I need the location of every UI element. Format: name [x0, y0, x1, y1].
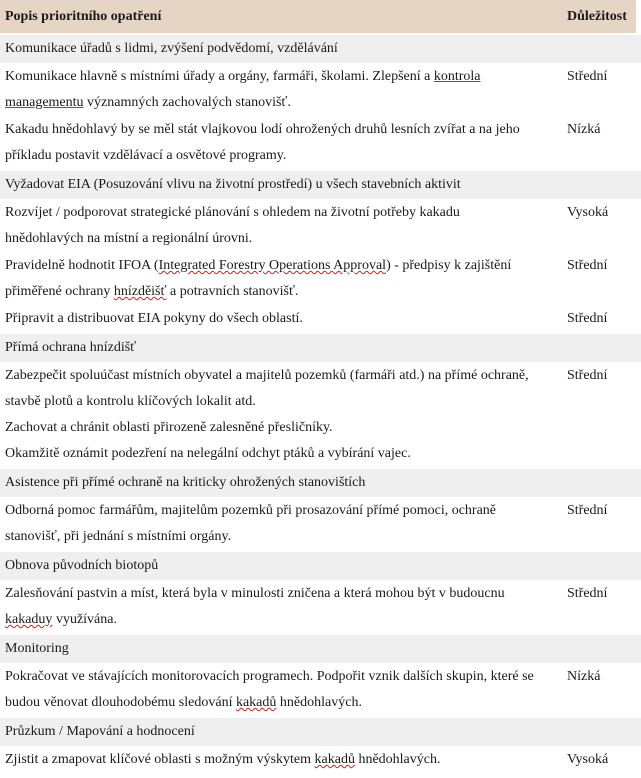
spellcheck-flagged-text: Integrated Forestry Operations Approval: [158, 258, 387, 273]
text-line: Zabezpečit spoluúčast místních obyvatel a majitelů pozemků (farmáři atd.) na přímé ochraně,: [5, 368, 529, 383]
importance-cell: Střední: [567, 586, 608, 601]
category-row: Komunikace úřadů s lidmi, zvýšení podvědomí, vzdělávání: [0, 35, 641, 63]
table-row: [0, 663, 641, 716]
importance-cell: Nízká: [567, 669, 601, 684]
importance-cell: Střední: [567, 503, 608, 518]
description-cell: [0, 581, 567, 633]
table-row: [0, 497, 641, 550]
table-row: [0, 580, 641, 633]
text-line: Pokračovat ve stávajících monitorovacích programech. Podpořit vznik dalších skupin, které se: [5, 669, 534, 684]
description-cell: [0, 747, 567, 773]
text-line: Rozvíjet / podporovat strategické plánování s ohledem na životní potřeby kakadu: [5, 205, 460, 220]
text-line: stavbě plotů a kontrolu klíčových lokalit atd.: [5, 394, 256, 409]
table-row: [0, 746, 641, 773]
importance-cell: Střední: [567, 258, 608, 273]
category-row: Monitoring: [0, 635, 641, 663]
spellcheck-flagged-text: hnízděišť: [113, 284, 167, 299]
table-header: [0, 0, 636, 33]
table-row: [0, 63, 641, 116]
importance-cell: Střední: [567, 311, 608, 326]
text-line: [5, 690, 567, 716]
text-line: [5, 279, 567, 305]
text-line: Připravit a distribuovat EIA pokyny do všech oblastí.: [5, 311, 303, 326]
spellcheck-flagged-text: kakadů: [314, 752, 355, 767]
description-cell: [0, 117, 567, 169]
description-cell: [0, 64, 567, 116]
text-line: Zalesňování pastvin a míst, která byla v minulosti zničena a která mohou být v budoucnu: [5, 586, 505, 601]
hyperlink-text[interactable]: kontrola: [433, 69, 481, 84]
text-line: [5, 253, 567, 279]
text: využívána.: [52, 612, 117, 627]
description-cell: [0, 253, 567, 305]
description-cell: [0, 498, 567, 550]
text-line: Zachovat a chránit oblasti přirozeně zalesněné přesličníky.: [5, 420, 333, 435]
text: a potravních stanovišť.: [166, 284, 299, 299]
text: budou věnovat dlouhodobému sledování: [5, 695, 236, 710]
text-line: [5, 64, 567, 90]
text-line: Kakadu hnědohlavý by se měl stát vlajkovou lodí ohrožených druhů lesních zvířat a na jeho: [5, 122, 520, 137]
text-line: hnědohlavých na místní a regionální úrovni.: [5, 231, 253, 246]
importance-cell: Střední: [567, 368, 608, 383]
category-row: Vyžadovat EIA (Posuzování vlivu na životní prostředí) u všech stavebních aktivit: [0, 171, 641, 199]
text-line: Odborná pomoc farmářům, majitelům pozemků při prosazování přímé pomoci, ochraně: [5, 503, 497, 518]
category-row: Asistence při přímé ochraně na kriticky ohrožených stanovištích: [0, 469, 641, 497]
text: Zjistit a zmapovat klíčové oblasti s možným výskytem: [5, 752, 315, 767]
description-cell: [0, 306, 567, 332]
table-row: [0, 252, 641, 305]
text-line: [5, 747, 567, 773]
text: hnědohlavých.: [276, 695, 362, 710]
spellcheck-flagged-text: kakadů: [235, 695, 277, 710]
text: Pravidelně hodnotit IFOA (: [5, 258, 159, 273]
header-description: Popis prioritního opatření: [5, 8, 162, 24]
description-cell: [0, 664, 567, 716]
category-row: Průzkum / Mapování a hodnocení: [0, 718, 641, 746]
text-line: [5, 90, 567, 116]
text-line: příkladu postavit vzdělávací a osvětové programy.: [5, 148, 287, 163]
text: významných zachovalých stanovišť.: [83, 95, 291, 110]
text: přiměřené ochrany: [5, 284, 114, 299]
importance-cell: Vysoká: [567, 205, 609, 220]
table-row: [0, 362, 641, 467]
hyperlink-text[interactable]: managementu: [5, 95, 84, 110]
text: hnědohlavých.: [354, 752, 441, 767]
text: Komunikace hlavně s místními úřady a orgány, farmáři, školami. Zlepšení a: [5, 69, 434, 84]
table-row: [0, 116, 641, 169]
importance-cell: Střední: [567, 69, 608, 84]
text-line: stanovišť, při jednání s místními orgány.: [5, 529, 232, 544]
text-line: [5, 607, 567, 633]
text-line: Okamžitě oznámit podezření na nelegální odchyt ptáků a vybírání vajec.: [5, 446, 411, 461]
text: ) - předpisy k zajištění: [386, 258, 512, 273]
table-row: [0, 305, 641, 332]
description-cell: [0, 200, 567, 252]
header-importance: Důležitost: [567, 8, 627, 24]
table-row: [0, 199, 641, 252]
importance-cell: Vysoká: [567, 752, 609, 767]
category-row: Přímá ochrana hnízdišť: [0, 334, 641, 362]
spellcheck-flagged-text: kakaduy: [5, 612, 53, 627]
category-row: Obnova původních biotopů: [0, 552, 641, 580]
description-cell: [0, 363, 567, 467]
importance-cell: Nízká: [567, 122, 601, 137]
